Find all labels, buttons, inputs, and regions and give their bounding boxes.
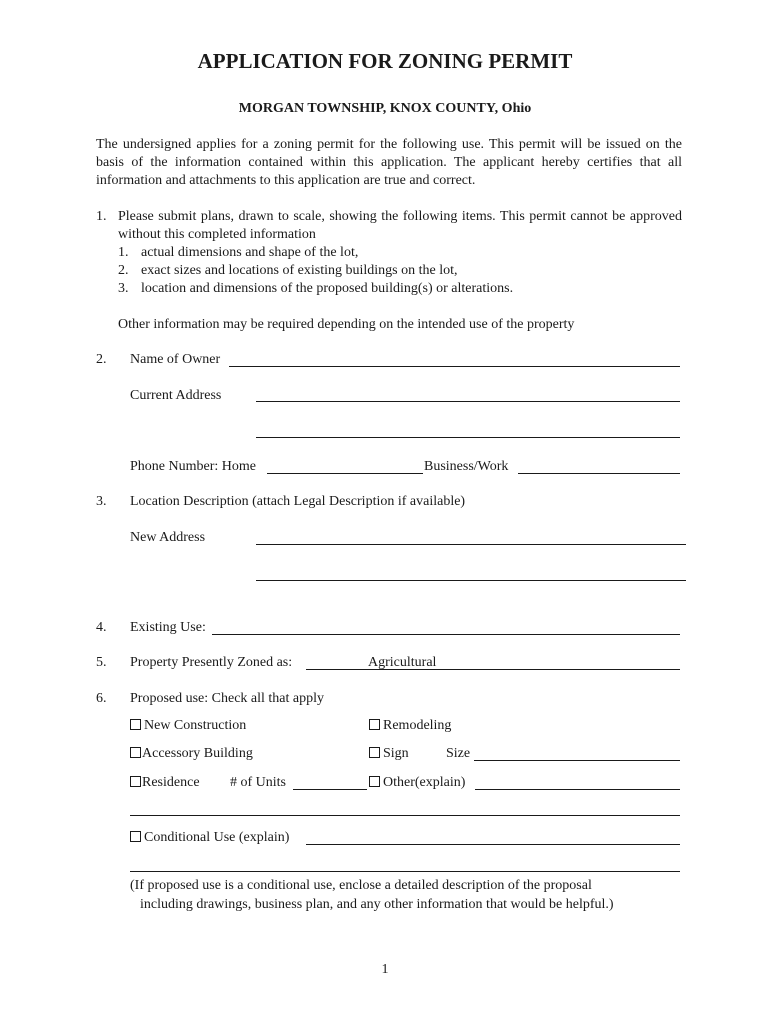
existing-use-label: Existing Use: [130, 620, 206, 635]
owner-label: Name of Owner [130, 352, 221, 367]
item1-number: 1. [96, 209, 107, 224]
zoned-as-value: Agricultural [368, 655, 437, 670]
closing-note-line2: including drawings, business plan, and any other information that would be helpful.) [140, 897, 614, 912]
phone-home-label: Phone Number: Home [130, 459, 256, 474]
zoned-as-field[interactable] [306, 669, 680, 670]
other-field[interactable] [475, 789, 680, 790]
other-checkbox[interactable] [369, 776, 380, 787]
item1-sub2-num: 2. [118, 263, 129, 278]
closing-note [130, 876, 682, 914]
conditional-use-field-2[interactable] [130, 871, 680, 872]
item4-number: 4. [96, 620, 107, 635]
other-label: Other(explain) [383, 775, 466, 790]
remodeling-label: Remodeling [383, 718, 452, 733]
units-field[interactable] [293, 789, 367, 790]
item6-number: 6. [96, 691, 107, 706]
new-address-label: New Address [130, 530, 206, 545]
item3-number: 3. [96, 494, 107, 509]
page-number: 1 [381, 962, 389, 977]
item1-sub3-num: 3. [118, 281, 129, 296]
residence-checkbox[interactable] [130, 776, 141, 787]
phone-work-label: Business/Work [424, 459, 509, 474]
item1-sub2-text: exact sizes and locations of existing buildings on the lot, [141, 263, 458, 278]
item1-note: Other information may be required depending on the intended use of the property [118, 317, 575, 332]
proposed-use-label: Proposed use: Check all that apply [130, 691, 325, 706]
current-address-field-1[interactable] [256, 401, 680, 402]
accessory-building-checkbox[interactable] [130, 747, 141, 758]
sign-checkbox[interactable] [369, 747, 380, 758]
form-title: APPLICATION FOR ZONING PERMIT [197, 49, 573, 73]
new-address-field-2[interactable] [256, 580, 686, 581]
phone-home-field[interactable] [267, 473, 423, 474]
other-field-2[interactable] [130, 815, 680, 816]
item1-sub1-num: 1. [118, 245, 129, 260]
new-construction-checkbox[interactable] [130, 719, 141, 730]
sign-label: Sign [383, 746, 409, 761]
new-address-field-1[interactable] [256, 544, 686, 545]
units-label: # of Units [230, 775, 286, 790]
conditional-use-checkbox[interactable] [130, 831, 141, 842]
location-description-label: Location Description (attach Legal Description if available) [130, 494, 466, 509]
zoned-as-label: Property Presently Zoned as: [130, 655, 293, 670]
size-field[interactable] [474, 760, 680, 761]
conditional-use-field[interactable] [306, 844, 680, 845]
item1-sub3-text: location and dimensions of the proposed building(s) or alterations. [141, 281, 514, 296]
owner-field[interactable] [229, 366, 680, 367]
residence-label: Residence [142, 775, 200, 790]
phone-work-field[interactable] [518, 473, 680, 474]
item5-number: 5. [96, 655, 107, 670]
closing-note-line1: (If proposed use is a conditional use, enclose a detailed description of the proposal [130, 878, 592, 893]
item1-text: Please submit plans, drawn to scale, showing the following items. This permit cannot be approved without this completed information [118, 209, 682, 242]
existing-use-field[interactable] [212, 634, 680, 635]
current-address-label: Current Address [130, 388, 222, 403]
conditional-use-label: Conditional Use (explain) [144, 830, 290, 845]
size-label: Size [446, 746, 471, 761]
new-construction-label: New Construction [144, 718, 247, 733]
remodeling-checkbox[interactable] [369, 719, 380, 730]
accessory-building-label: Accessory Building [142, 746, 253, 761]
item1-sub1-text: actual dimensions and shape of the lot, [141, 245, 359, 260]
form-subtitle: MORGAN TOWNSHIP, KNOX COUNTY, Ohio [238, 101, 532, 116]
current-address-field-2[interactable] [256, 437, 680, 438]
item2-number: 2. [96, 352, 107, 367]
intro-paragraph: The undersigned applies for a zoning permit for the following use. This permit will be issued on the basis of the information contained within this application. The applicant hereby certifies that all information and attachments to this application are true and correct. [96, 137, 682, 188]
